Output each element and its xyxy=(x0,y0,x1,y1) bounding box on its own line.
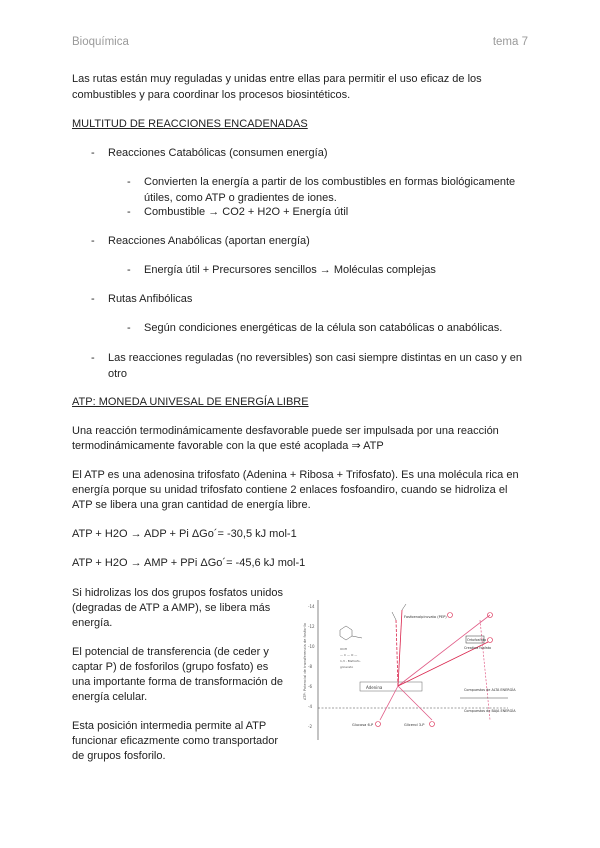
phosphoryl-transfer-diagram xyxy=(300,590,528,760)
svg-text:OOH: OOH xyxy=(340,647,347,651)
low-energy-label: Compuestos de BAJA ENERGÍA xyxy=(464,709,516,713)
pep-label: Fosfoenolpiruvato (PEP) xyxy=(404,615,447,619)
sub-item-text: útiles, como ATP o gradientes de iones. xyxy=(144,192,337,204)
sub-item-text: Energía útil + Precursores sencillos → Moléculas complejas xyxy=(144,264,436,276)
list-item: - Energía útil + Precursores sencillos → Moléculas complejas xyxy=(127,264,436,276)
paragraph-line: Si hidrolizas los dos grupos fosfatos unidos xyxy=(72,587,283,599)
vertical-dashed-line xyxy=(480,620,490,720)
paragraph-line: Esta posición intermedia permite al ATP xyxy=(72,720,267,732)
paragraph-line: termodinámicamente favorable con la que esté acoplada ⇒ ATP xyxy=(72,440,384,452)
paragraph-line: energía. xyxy=(72,617,113,629)
list-item: - Reacciones Anabólicas (aportan energía) xyxy=(91,235,310,247)
svg-text:glicerato: glicerato xyxy=(340,665,354,669)
glycerol-label: Glicerol 3-P xyxy=(404,723,425,727)
paragraph-line: de grupos fosforilo. xyxy=(72,750,166,762)
equation-adp: ATP + H2O → ADP + Pi ΔGo´= -30,5 kJ mol-1 xyxy=(72,528,297,540)
paragraph-line: (degradas de ATP a AMP), se libera más xyxy=(72,602,271,614)
sub-item-text: Según condiciones energéticas de la célula son catabólicas o anabólicas. xyxy=(144,322,503,334)
paragraph-line: El ATP es una adenosina trifosfato (Adenina + Ribosa + Trifosfato). Es una molécula rica en xyxy=(72,469,519,481)
paragraph-line: funcionar eficazmente como transportador xyxy=(72,735,279,747)
regulated-text: Las reacciones reguladas (no reversibles) son casi siempre distintas en un caso y en xyxy=(108,352,522,364)
list-item: - Rutas Anfibólicas xyxy=(91,293,193,305)
adenine-label: Adenina xyxy=(366,685,383,690)
molecule-notes xyxy=(340,647,361,669)
glucose-label: Glucosa 6-P xyxy=(352,723,374,727)
y-tick: -6 xyxy=(308,684,312,689)
y-tick: -4 xyxy=(308,704,312,709)
y-axis-label: ATP: Potencial de transferencia de fosforilo xyxy=(303,622,307,700)
paragraph-line: El potencial de transferencia (de ceder y xyxy=(72,646,269,658)
list-item: - Reacciones Catabólicas (consumen energía) xyxy=(91,147,328,159)
list-item: - Según condiciones energéticas de la célula son catabólicas o anabólicas. xyxy=(127,322,503,334)
paragraph-line: energía celular. xyxy=(72,691,148,703)
paragraph-line: captar P) de fosforilos (grupo fosfato) es xyxy=(72,661,269,673)
section-title-atp: ATP: MONEDA UNIVESAL DE ENERGÍA LIBRE xyxy=(72,396,309,408)
paragraph-line: una importante forma de transformación de xyxy=(72,676,283,688)
list-item: - Convierten la energía a partir de los combustibles en formas biológicamente útiles, como ATP o gradientes de iones. xyxy=(127,176,516,204)
phosphate-icon xyxy=(448,613,453,618)
phosphate-icon xyxy=(430,722,435,727)
y-tick: -14 xyxy=(308,604,315,609)
equation-amp: ATP + H2O → AMP + PPi ΔGo´= -45,6 kJ mol-1 xyxy=(72,557,306,569)
y-tick: -2 xyxy=(308,724,312,729)
paragraph-line: Una reacción termodinámicamente desfavorable puede ser impulsada por una reacción xyxy=(72,425,499,437)
anabolic-label: Reacciones Anabólicas (aportan energía) xyxy=(108,235,310,247)
catabolic-label: Reacciones Catabólicas (consumen energía) xyxy=(108,147,328,159)
list-item: - Combustible → CO2 + H2O + Energía útil xyxy=(127,206,349,218)
intro-line-2: combustibles y para coordinar los procesos biosintéticos. xyxy=(72,89,351,101)
y-tick: -12 xyxy=(308,624,315,629)
sub-item-text: Combustible → CO2 + H2O + Energía útil xyxy=(144,206,349,218)
svg-text:1,3 - Bisfosfo-: 1,3 - Bisfosfo- xyxy=(340,659,361,663)
amphibolic-label: Rutas Anfibólicas xyxy=(108,293,193,305)
paragraph-line: energía porque su unidad trifosfato contiene 2 enlaces fosfoandiro, cuando se hidroliza el xyxy=(72,484,508,496)
transfer-line-up xyxy=(398,615,490,686)
regulated-text: otro xyxy=(108,368,127,380)
topic-label: tema 7 xyxy=(492,36,528,48)
svg-text:— C — O —: — C — O — xyxy=(340,653,358,657)
high-energy-label: Compuestos de ALTA ENERGÍA xyxy=(464,688,516,692)
pep-line xyxy=(398,610,402,686)
y-tick: -8 xyxy=(308,664,312,669)
pep-arrow xyxy=(396,620,398,686)
intro-line-1: Las rutas están muy reguladas y unidas entre ellas para permitir el uso eficaz de los xyxy=(72,73,482,85)
phosphate-icon xyxy=(376,722,381,727)
y-tick: -10 xyxy=(308,644,315,649)
paragraph-line: ATP se libera una gran cantidad de energía libre. xyxy=(72,499,311,511)
list-item: - Las reacciones reguladas (no reversibles) son casi siempre distintas en un caso y en otro xyxy=(91,352,522,380)
section-title-reacciones: MULTITUD DE REACCIONES ENCADENADAS xyxy=(72,118,308,130)
phosphate-icon xyxy=(488,638,493,643)
subject-label: Bioquímica xyxy=(72,36,129,48)
orthophosphate-label: Ortofosfato xyxy=(467,638,487,642)
creatine-label: Creatina fosfato xyxy=(464,646,492,650)
sub-item-text: Convierten la energía a partir de los combustibles en formas biológicamente xyxy=(144,176,516,188)
